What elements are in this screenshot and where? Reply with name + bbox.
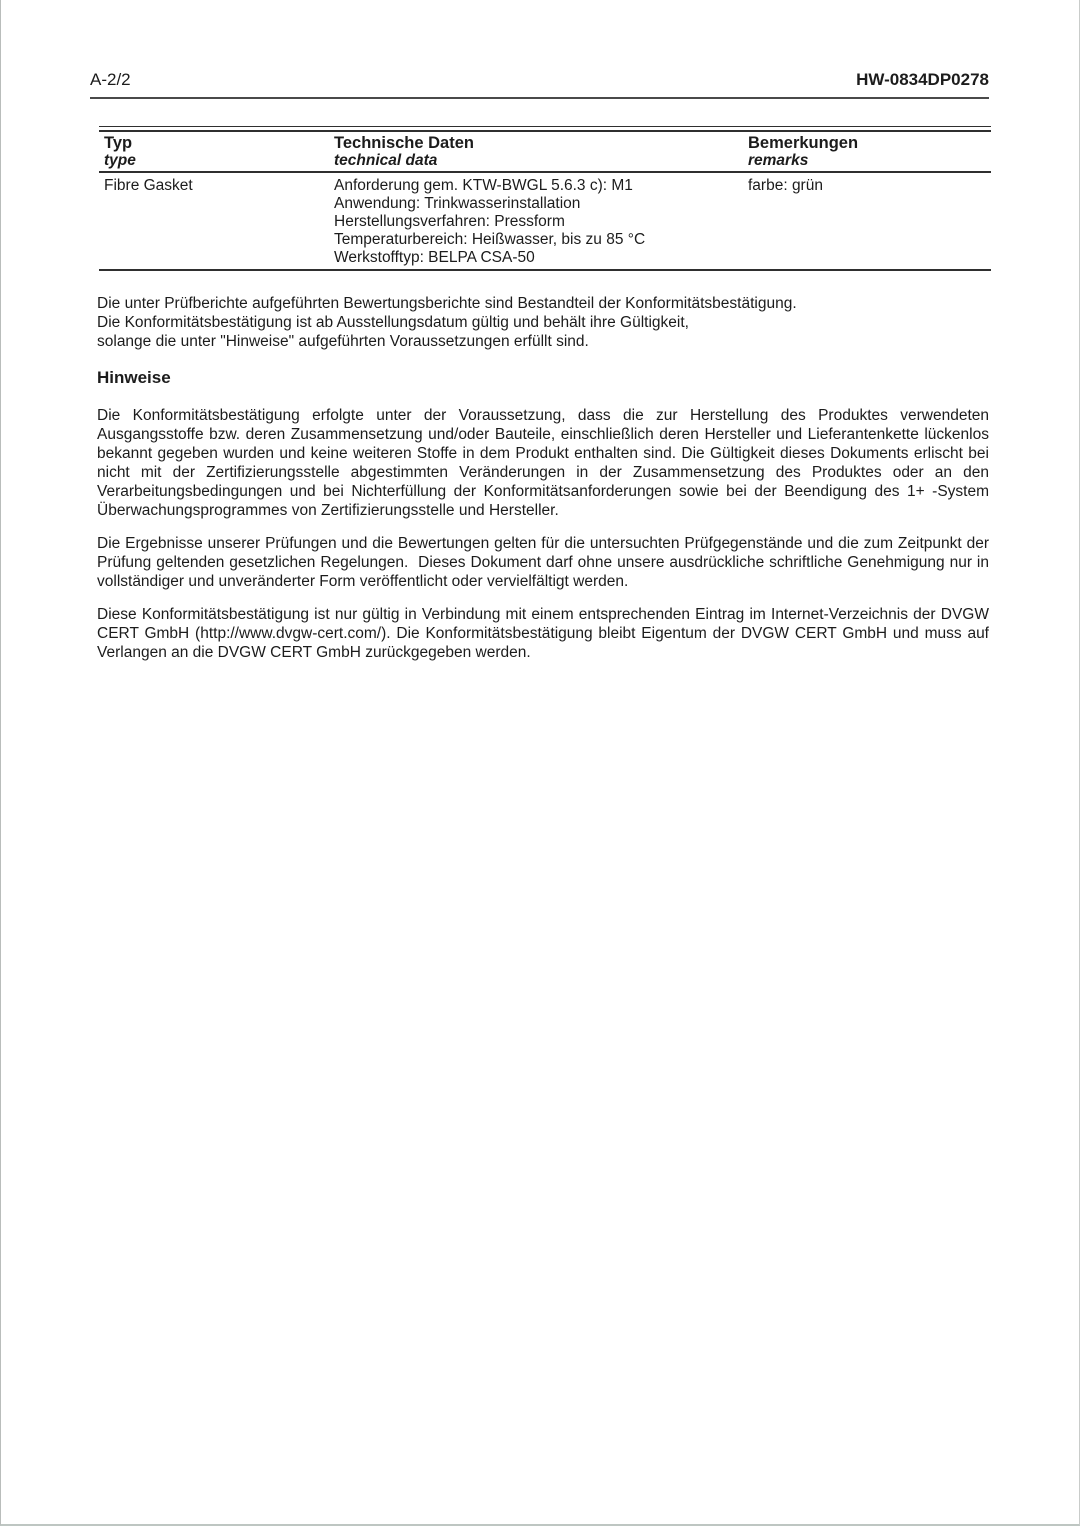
column-header-typ [99,132,329,172]
cell-technical-data [329,172,743,270]
table-row [99,172,991,270]
cell-typ: Fibre Gasket [104,177,193,194]
column-header-bemerkungen-de: Bemerkungen [748,134,859,152]
intro-line: Die Konformitätsbestätigung ist ab Ausstellungsdatum gültig und behält ihre Gültigkeit, [97,314,689,331]
technical-data-line: Temperaturbereich: Heißwasser, bis zu 85 °C [334,231,646,248]
technical-data-line: Werkstofftyp: BELPA CSA-50 [334,249,535,266]
hinweise-heading: Hinweise [97,368,171,387]
spec-table [99,132,991,271]
intro-line: Die unter Prüfberichte aufgeführten Bewertungsberichte sind Bestandteil der Konformitätsbestätigung. [97,295,797,312]
document-header [90,70,989,90]
hinweise-paragraph-1: Die Konformitätsbestätigung erfolgte unter der Voraussetzung, dass die zur Herstellung des Produktes verwendeten Ausgangsstoffe bzw. deren Zusammensetzung und/oder Bauteile, einschließlich deren Hersteller und Lieferantenkette lückenlos bekannt gegeben wurden und keine weiteren Stoffe in dem Produkt enthalten sind. Die Gültigkeit dieses Dokuments erlischt bei nicht mit der Zertifizierungsstelle abgestimmten Veränderungen in der Zusammensetzung des Produktes oder an den Verarbeitungsbedingungen und bei Nichterfüllung der Konformitätsanforderungen sowie bei der Beendigung des 1+ -System Überwachungsprogrammes von Zertifizierungsstelle und Hersteller. [97,407,989,519]
technical-data-line: Anforderung gem. KTW-BWGL 5.6.3 c): M1 [334,177,633,194]
column-header-bemerkungen [743,132,991,172]
column-header-technische-daten-en: technical data [334,152,438,169]
technical-data-line: Herstellungsverfahren: Pressform [334,213,565,230]
cell-remarks: farbe: grün [748,177,823,194]
column-header-bemerkungen-en: remarks [748,152,809,169]
doc-number: HW-0834DP0278 [856,70,989,89]
page-label: A-2/2 [90,70,131,89]
column-header-typ-de: Typ [104,134,133,152]
column-header-technische-daten [329,132,743,172]
table-header-row [99,132,991,172]
header-rule [90,97,989,99]
technical-data-line: Anwendung: Trinkwasserinstallation [334,195,581,212]
column-header-technische-daten-de: Technische Daten [334,134,474,152]
intro-paragraph [97,294,989,351]
column-header-typ-en: type [104,152,136,169]
hinweise-paragraph-3: Diese Konformitätsbestätigung ist nur gültig in Verbindung mit einem entsprechenden Eintrag im Internet-Verzeichnis der DVGW CERT GmbH (http://www.dvgw-cert.com/). Die Konformitätsbestätigung bleibt Eigentum der DVGW CERT GmbH und muss auf Verlangen an die DVGW CERT GmbH zurückgegeben werden. [97,606,989,661]
hinweise-paragraph-2: Die Ergebnisse unserer Prüfungen und die Bewertungen gelten für die untersuchten Prüfgegenstände und die zum Zeitpunkt der Prüfung geltenden gesetzlichen Regelungen. Dieses Dokument darf ohne unsere ausdrückliche schriftliche Genehmigung nur in vollständiger und unveränderter Form veröffentlicht oder vervielfältigt werden. [97,535,989,590]
intro-line: solange die unter "Hinweise" aufgeführten Voraussetzungen erfüllt sind. [97,333,589,350]
